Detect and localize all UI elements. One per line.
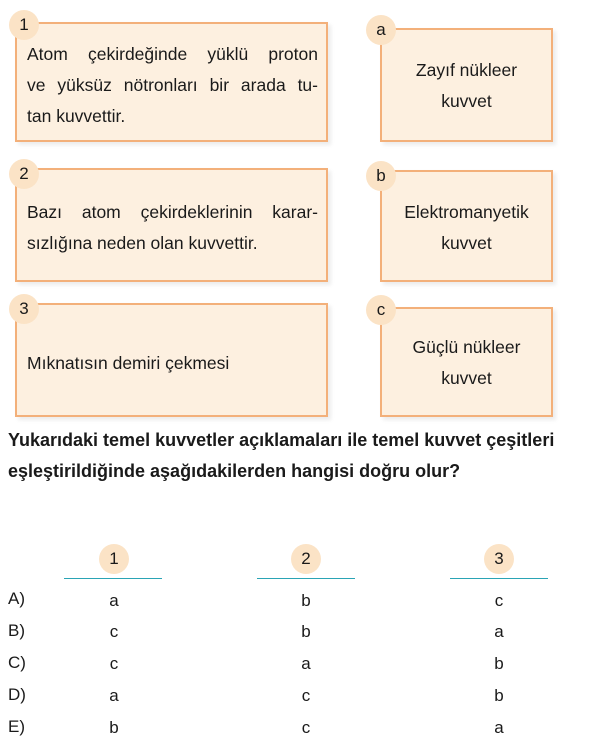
option-label-e[interactable]: E) [8, 717, 25, 736]
description-number-badge: 3 [9, 294, 39, 324]
description-text-3: Mıknatısın demiri çekmesi [27, 353, 230, 373]
option-cell: b [301, 622, 311, 641]
option-label-b[interactable]: B) [8, 621, 25, 640]
description-text-2: Bazı atom çekirdeklerinin karar- sızlığına neden olan kuvvettir. [27, 202, 318, 253]
option-cell: b [109, 718, 119, 737]
force-name-a: Zayıf nükleer kuvvet [415, 60, 518, 111]
option-label-a[interactable]: A) [8, 589, 25, 608]
force-card-a [380, 28, 553, 142]
option-cell: c [109, 654, 119, 673]
question-text: Yukarıdaki temel kuvvetler açıklamaları ile temel kuvvet çeşitleri eşleştirildiğinde aşağıdakilerden hangisi doğru olur? [8, 430, 555, 481]
option-cell: a [494, 622, 504, 641]
option-cell: a [109, 591, 119, 610]
description-number-badge: 1 [9, 10, 39, 40]
option-label-c[interactable]: C) [8, 653, 26, 672]
force-letter-badge: c [366, 295, 396, 325]
description-card-2 [15, 168, 328, 282]
option-cell: b [301, 591, 311, 610]
option-cell: c [301, 686, 311, 705]
option-cell: c [494, 591, 504, 610]
force-name-c: Güçlü nükleer kuvvet [412, 337, 521, 388]
option-cell: a [109, 686, 119, 705]
option-cell: b [494, 654, 504, 673]
force-card-c [380, 307, 553, 417]
column-rule [64, 578, 162, 579]
option-cell: c [301, 718, 311, 737]
column-rule [450, 578, 548, 579]
option-cell: c [109, 622, 119, 641]
column-header-1: 1 [99, 544, 129, 574]
description-number-badge: 2 [9, 159, 39, 189]
column-header-3: 3 [484, 544, 514, 574]
force-name-b: Elektromanyetik kuvvet [404, 202, 529, 253]
column-header-2: 2 [291, 544, 321, 574]
description-card-1 [15, 22, 328, 142]
force-card-b [380, 170, 553, 282]
option-cell: a [301, 654, 311, 673]
option-label-d[interactable]: D) [8, 685, 26, 704]
column-rule [257, 578, 355, 579]
option-cell: b [494, 686, 504, 705]
force-letter-badge: a [366, 15, 396, 45]
force-letter-badge: b [366, 161, 396, 191]
description-text-1: Atom çekirdeğinde yüklü proton ve yüksüz nötronları bir arada tu- tan kuvvettir. [27, 44, 318, 126]
description-card-3 [15, 303, 328, 417]
option-cell: a [494, 718, 504, 737]
